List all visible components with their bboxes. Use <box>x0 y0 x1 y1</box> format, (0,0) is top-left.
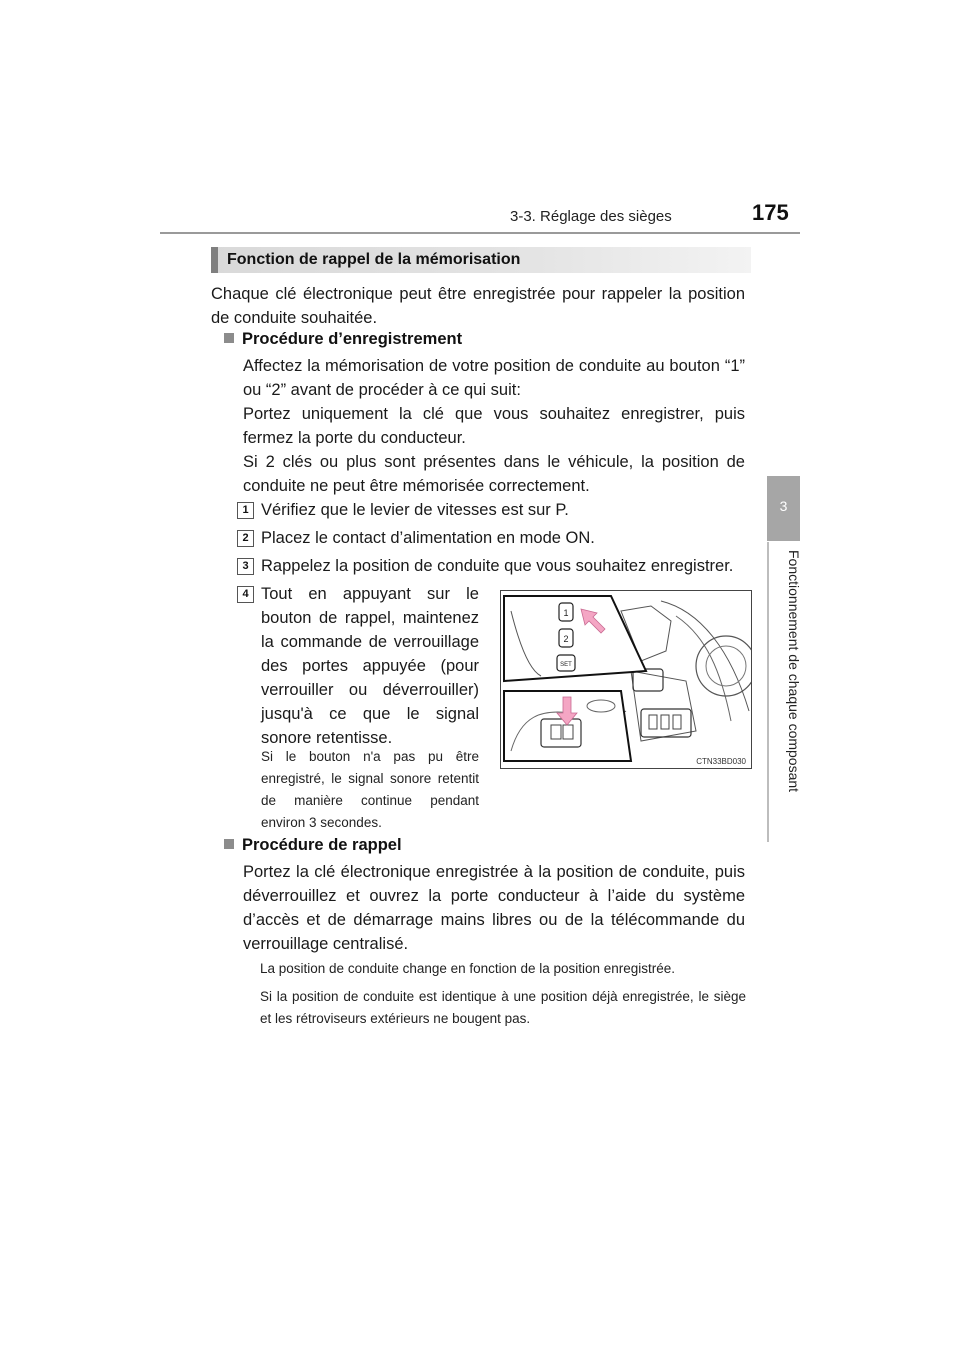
memory-recall-illustration <box>500 590 752 769</box>
recall-note-1: La position de conduite change en fonction de la position enregistrée. <box>260 961 676 976</box>
chapter-label: Fonctionnement de chaque composant <box>786 550 802 793</box>
square-bullet-icon <box>224 839 234 849</box>
section-heading-bar <box>211 247 751 273</box>
section-accent <box>211 247 218 273</box>
step-text-3: Rappelez la position de conduite que vous souhaitez enregistrer. <box>261 557 734 575</box>
step-number-3: 3 <box>237 558 254 575</box>
subheading-recall-label: Procédure de rappel <box>242 836 402 854</box>
step-number-2: 2 <box>237 530 254 547</box>
door-panel-illustration <box>501 591 751 768</box>
figure-button-label-1: 1 <box>563 608 569 618</box>
register-paragraph-2: Portez uniquement la clé que vous souhaitez enregistrer, puis fermez la porte du conducteur. <box>243 405 745 447</box>
step-text-2: Placez le contact d’alimentation en mode ON. <box>261 529 595 547</box>
figure-button-label-set: SET <box>560 662 572 668</box>
figure-code: CTN33BD030 <box>696 757 746 766</box>
figure-button-label-2: 2 <box>563 634 569 644</box>
square-bullet-icon <box>224 333 234 343</box>
page-number: 175 <box>752 200 789 225</box>
register-paragraph-1: Affectez la mémorisation de votre position de conduite au bouton “1” ou “2” avant de procéder à ce qui suit: <box>243 357 745 399</box>
subheading-register <box>224 330 462 349</box>
step-number-1: 1 <box>237 502 254 519</box>
subheading-register-label: Procédure d’enregistrement <box>242 330 463 348</box>
step-number-4: 4 <box>237 586 254 603</box>
subheading-recall <box>224 836 402 855</box>
chapter-number: 3 <box>779 498 788 514</box>
register-paragraph-3: Si 2 clés ou plus sont présentes dans le véhicule, la position de conduite ne peut être mémorisée correctement. <box>243 453 745 495</box>
step-text-4: Tout en appuyant sur le bouton de rappel, maintenez la commande de verrouillage des portes appuyée (pour verrouiller ou déverrouiller) jusqu'à ce que le signal sonore retentisse. <box>261 585 479 747</box>
header-rule <box>160 232 800 234</box>
header-section-title: 3-3. Réglage des sièges <box>510 208 672 225</box>
recall-note-2: Si la position de conduite est identique à une position déjà enregistrée, le siège et les rétroviseurs extérieurs ne bougent pas. <box>260 989 746 1026</box>
step-text-1: Vérifiez que le levier de vitesses est sur P. <box>261 501 569 519</box>
section-title: Fonction de rappel de la mémorisation <box>227 251 521 268</box>
intro-paragraph: Chaque clé électronique peut être enregistrée pour rappeler la position de conduite souhaitée. <box>211 285 745 327</box>
recall-paragraph: Portez la clé électronique enregistrée à la position de conduite, puis déverrouillez et ouvrez la porte conducteur à l’aide du système d’accès et de démarrage mains libres ou de la télécommande du verrouillage centralisé. <box>243 863 745 953</box>
step-4-note: Si le bouton n'a pas pu être enregistré, le signal sonore retentit de manière continue pendant environ 3 secondes. <box>261 749 479 830</box>
